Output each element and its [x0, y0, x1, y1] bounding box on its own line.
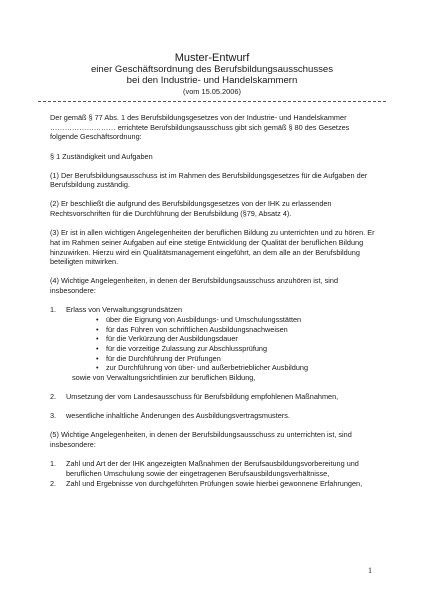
intro-paragraph: Der gemäß § 77 Abs. 1 des Berufsbildungsgesetzes von der Industrie- und Handelskammer ……………………… errichtete Berufsbildungsausschuss gibt sich gemäß § 80 des Gesetzes folgende Geschäftsordnung: [50, 113, 350, 142]
document-body [50, 113, 376, 488]
page-number: 1 [368, 566, 372, 575]
document-subtitle-line-2: bei den Industrie- und Handelskammern [126, 75, 298, 86]
list-item [50, 459, 376, 478]
paragraph-4: (4) Wichtige Angelegenheiten, in denen der Berufsbildungsausschuss anzuhören ist, sind insbesondere: [50, 276, 339, 296]
section-heading: § 1 Zuständigkeit und Aufgaben [50, 151, 153, 161]
list-number: 2. [50, 478, 57, 488]
hearing-list [50, 305, 376, 421]
bullet-item: • für das Führen von schriftlichen Ausbildungsnachweisen [96, 325, 376, 335]
paragraph-2: (2) Er beschließt die aufgrund des Berufsbildungsgesetzes von der IHK zu erlassenden Rechtsvorschriften für die Durchführung der Berufsbildung (§79, Absatz 4). [50, 199, 332, 219]
list-number: 1. [50, 305, 57, 315]
header-divider [38, 101, 386, 102]
list-item-text: Zahl und Ergebnisse von durchgeführten Prüfungen sowie hierbei gewonnene Erfahrungen, [66, 478, 363, 488]
paragraph-5: (5) Wichtige Angelegenheiten, in denen der Berufsbildungsausschuss zu unterrichten ist, sind insbesondere: [50, 430, 352, 450]
list-item-text: Zahl und Art der der IHK angezeigten Maßnahmen der Berufsausbildungsvorbereitung und beruflichen Umschulung sowie der eingetragenen Berufsausbildungsverhältnisse, [66, 459, 359, 478]
document-date: (vom 15.05.2006) [183, 87, 241, 96]
list-item-tail: sowie von Verwaltungsrichtlinien zur beruflichen Bildung, [72, 373, 256, 383]
document-header [40, 52, 384, 97]
list-number: 1. [50, 459, 57, 469]
information-list [50, 459, 376, 488]
list-item [50, 411, 376, 421]
list-number: 3. [50, 411, 57, 421]
bullet-item: • für die Durchführung der Prüfungen [96, 354, 376, 364]
list-item [50, 479, 376, 489]
bullet-item: • für die vorzeitige Zulassung zur Abschlussprüfung [96, 344, 376, 354]
bullet-item: • zur Durchführung von über- und außerbetrieblicher Ausbildung [96, 363, 376, 373]
bullet-item: • über die Eignung von Ausbildungs- und Umschulungsstätten [96, 315, 376, 325]
paragraph-3: (3) Er ist in allen wichtigen Angelegenheiten der beruflichen Bildung zu unterrichten und zu hören. Er hat im Rahmen seiner Aufgaben auf eine stetige Entwicklung der Qualität der beruflichen Bildung hinzuwirken. Hierzu wird ein Qualitätsmanagement eingeführt, an dem alle an der Berufsbildung beteiligten mitwirken. [50, 228, 375, 267]
list-item-text: Erlass von Verwaltungsgrundsätzen [66, 305, 183, 315]
paragraph-1: (1) Der Berufsbildungsausschuss ist im Rahmen des Berufsbildungsgesetzes für die Aufgaben der Berufsbildung zuständig. [50, 170, 368, 190]
list-item [50, 392, 376, 402]
bullet-list [66, 315, 376, 373]
document-title: Muster-Entwurf [174, 52, 250, 64]
list-item [50, 305, 376, 383]
list-item-text: Umsetzung der vom Landesausschuss für Berufsbildung empfohlenen Maßnahmen, [66, 392, 339, 402]
list-number: 2. [50, 392, 57, 402]
document-subtitle-line-1: einer Geschäftsordnung des Berufsbildungsausschusses [90, 64, 334, 75]
list-item-text: wesentliche inhaltliche Änderungen des Ausbildungsvertragsmusters. [66, 411, 290, 421]
bullet-item: • für die Verkürzung der Ausbildungsdauer [96, 334, 376, 344]
